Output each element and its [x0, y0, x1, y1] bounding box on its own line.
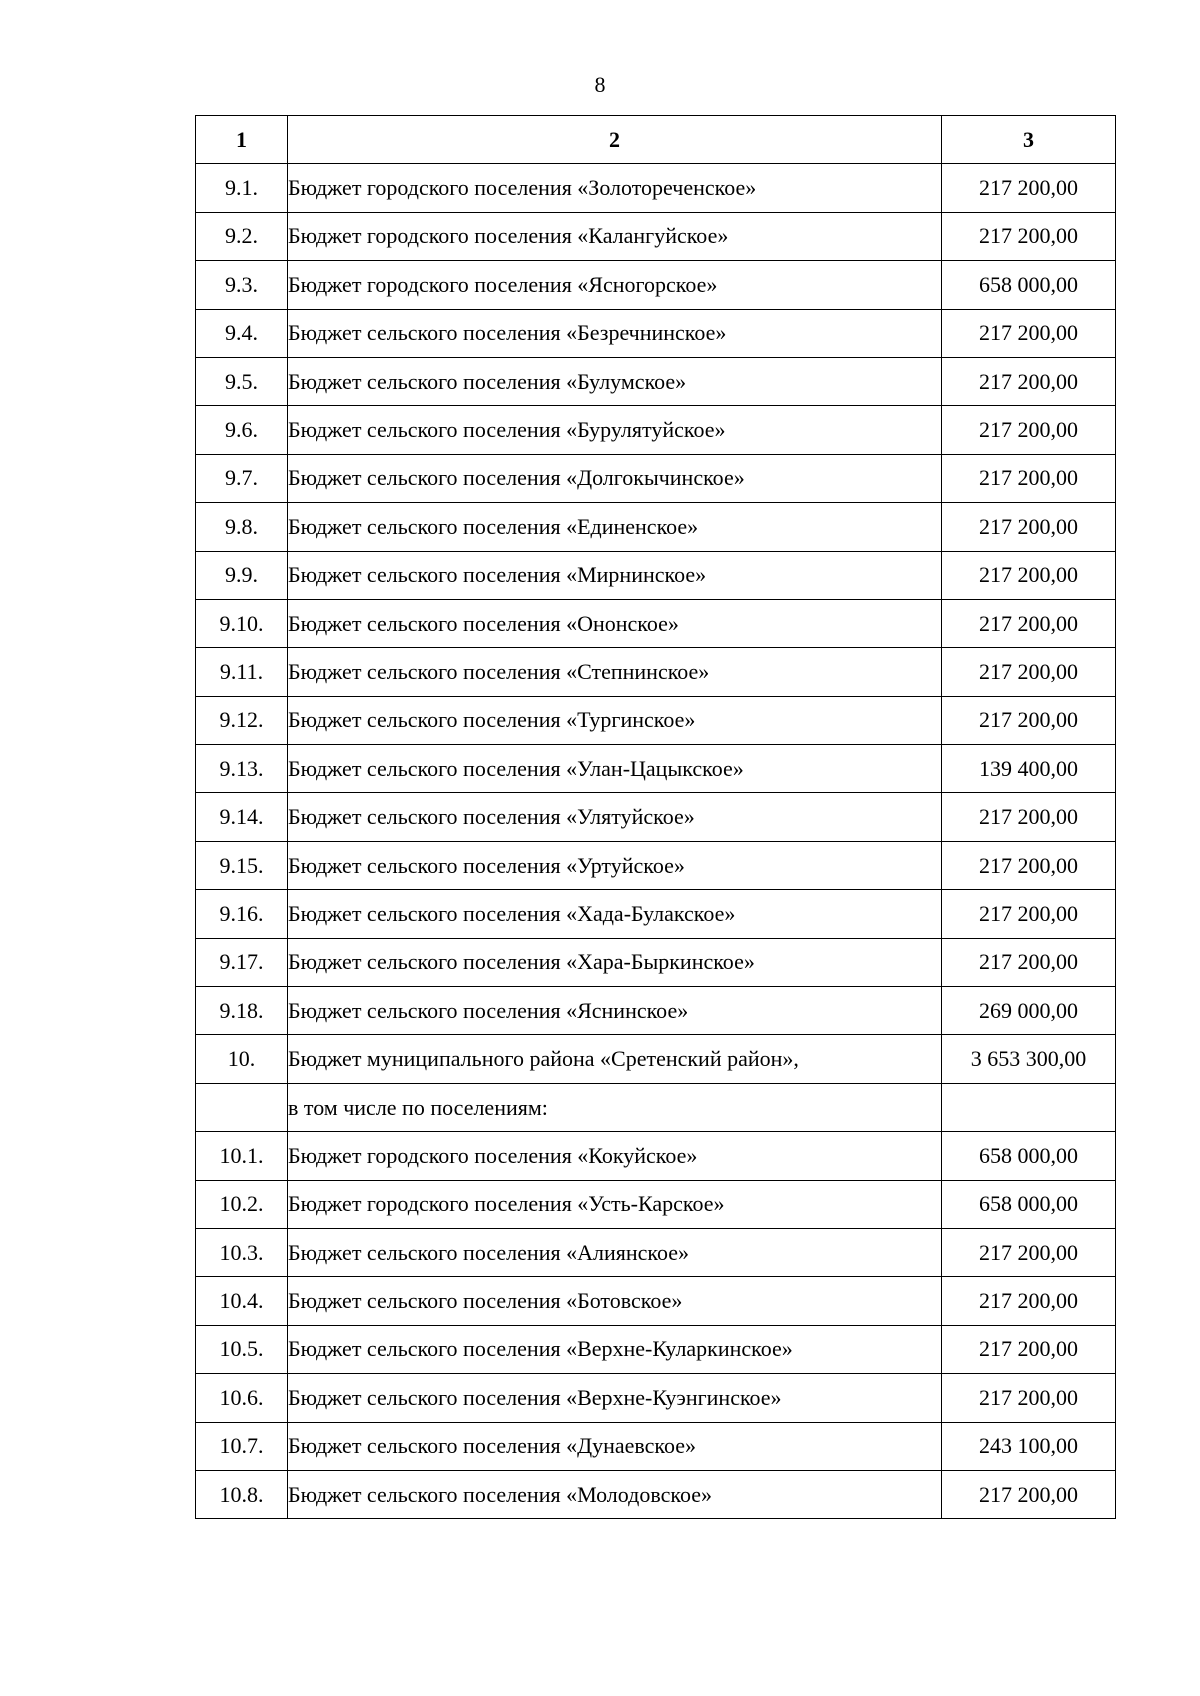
row-amount: 3 653 300,00 — [942, 1035, 1116, 1083]
row-number: 9.15. — [196, 841, 288, 889]
row-name: в том числе по поселениям: — [288, 1083, 942, 1131]
row-number: 9.12. — [196, 696, 288, 744]
table-row — [196, 164, 1116, 212]
table-row — [196, 1422, 1116, 1470]
row-number: 9.16. — [196, 890, 288, 938]
row-number: 9.6. — [196, 406, 288, 454]
row-amount: 658 000,00 — [942, 261, 1116, 309]
row-amount: 217 200,00 — [942, 1470, 1116, 1518]
row-amount: 217 200,00 — [942, 599, 1116, 647]
row-amount: 217 200,00 — [942, 1277, 1116, 1325]
row-number: 10.6. — [196, 1374, 288, 1422]
row-amount: 658 000,00 — [942, 1132, 1116, 1180]
table-row — [196, 1470, 1116, 1518]
row-number: 10.2. — [196, 1180, 288, 1228]
row-name: Бюджет сельского поселения «Яснинское» — [288, 987, 942, 1035]
row-number: 9.5. — [196, 357, 288, 405]
row-amount: 217 200,00 — [942, 841, 1116, 889]
row-name: Бюджет сельского поселения «Алиянское» — [288, 1228, 942, 1276]
row-name: Бюджет сельского поселения «Улан-Цацыкское» — [288, 745, 942, 793]
table-row — [196, 309, 1116, 357]
row-amount: 217 200,00 — [942, 793, 1116, 841]
page-number: 8 — [594, 72, 606, 97]
table-header-row — [196, 116, 1116, 164]
row-name: Бюджет сельского поселения «Ононское» — [288, 599, 942, 647]
table-row — [196, 357, 1116, 405]
row-name: Бюджет сельского поселения «Молодовское» — [288, 1470, 942, 1518]
row-number: 10.4. — [196, 1277, 288, 1325]
row-name: Бюджет сельского поселения «Безречнинское» — [288, 309, 942, 357]
table-row — [196, 696, 1116, 744]
table-row — [196, 1132, 1116, 1180]
row-amount: 217 200,00 — [942, 454, 1116, 502]
budget-table — [195, 115, 1116, 1519]
table-row — [196, 503, 1116, 551]
row-name: Бюджет сельского поселения «Улятуйское» — [288, 793, 942, 841]
table-row — [196, 1228, 1116, 1276]
row-number: 9.18. — [196, 987, 288, 1035]
row-name: Бюджет сельского поселения «Бурулятуйское» — [288, 406, 942, 454]
column-header-number: 1 — [196, 116, 288, 164]
row-name: Бюджет сельского поселения «Хада-Булакское» — [288, 890, 942, 938]
row-name: Бюджет городского поселения «Ясногорское» — [288, 261, 942, 309]
row-name: Бюджет сельского поселения «Единенское» — [288, 503, 942, 551]
row-amount: 217 200,00 — [942, 212, 1116, 260]
row-amount: 217 200,00 — [942, 551, 1116, 599]
row-number: 9.7. — [196, 454, 288, 502]
row-amount: 217 200,00 — [942, 1374, 1116, 1422]
row-name: Бюджет сельского поселения «Булумское» — [288, 357, 942, 405]
row-amount: 217 200,00 — [942, 648, 1116, 696]
row-amount: 217 200,00 — [942, 696, 1116, 744]
row-name: Бюджет городского поселения «Золотореченское» — [288, 164, 942, 212]
row-name: Бюджет городского поселения «Усть-Карское» — [288, 1180, 942, 1228]
row-name: Бюджет сельского поселения «Ботовское» — [288, 1277, 942, 1325]
row-number: 9.2. — [196, 212, 288, 260]
row-number: 9.14. — [196, 793, 288, 841]
row-name: Бюджет муниципального района «Сретенский район», — [288, 1035, 942, 1083]
row-amount: 217 200,00 — [942, 1228, 1116, 1276]
table-row — [196, 551, 1116, 599]
row-name: Бюджет сельского поселения «Верхне-Куэнгинское» — [288, 1374, 942, 1422]
table-row — [196, 1325, 1116, 1373]
row-number: 9.10. — [196, 599, 288, 647]
row-amount: 217 200,00 — [942, 357, 1116, 405]
row-number: 10.1. — [196, 1132, 288, 1180]
row-amount: 217 200,00 — [942, 1325, 1116, 1373]
table-row — [196, 212, 1116, 260]
table-row — [196, 1180, 1116, 1228]
table-row — [196, 745, 1116, 793]
row-amount — [942, 1083, 1116, 1131]
row-name: Бюджет сельского поселения «Дунаевское» — [288, 1422, 942, 1470]
table-row — [196, 1035, 1116, 1083]
table-row — [196, 1374, 1116, 1422]
row-number: 9.3. — [196, 261, 288, 309]
row-name: Бюджет сельского поселения «Долгокычинское» — [288, 454, 942, 502]
table-row — [196, 890, 1116, 938]
row-number: 9.8. — [196, 503, 288, 551]
row-amount: 217 200,00 — [942, 164, 1116, 212]
row-name: Бюджет сельского поселения «Хара-Быркинское» — [288, 938, 942, 986]
row-number: 10.8. — [196, 1470, 288, 1518]
row-name: Бюджет сельского поселения «Уртуйское» — [288, 841, 942, 889]
row-number: 10. — [196, 1035, 288, 1083]
row-amount: 217 200,00 — [942, 938, 1116, 986]
table-row — [196, 793, 1116, 841]
row-number: 10.7. — [196, 1422, 288, 1470]
row-amount: 658 000,00 — [942, 1180, 1116, 1228]
row-number: 9.13. — [196, 745, 288, 793]
row-number: 9.1. — [196, 164, 288, 212]
row-number: 9.17. — [196, 938, 288, 986]
table-row — [196, 261, 1116, 309]
table-row — [196, 454, 1116, 502]
row-name: Бюджет сельского поселения «Верхне-Куларкинское» — [288, 1325, 942, 1373]
row-name: Бюджет сельского поселения «Тургинское» — [288, 696, 942, 744]
row-number: 9.4. — [196, 309, 288, 357]
row-name: Бюджет городского поселения «Калангуйское» — [288, 212, 942, 260]
row-name: Бюджет сельского поселения «Мирнинское» — [288, 551, 942, 599]
row-amount: 217 200,00 — [942, 309, 1116, 357]
table-row — [196, 1277, 1116, 1325]
table-row — [196, 841, 1116, 889]
row-amount: 139 400,00 — [942, 745, 1116, 793]
row-amount: 217 200,00 — [942, 503, 1116, 551]
row-name: Бюджет сельского поселения «Степнинское» — [288, 648, 942, 696]
row-name: Бюджет городского поселения «Кокуйское» — [288, 1132, 942, 1180]
table-row — [196, 987, 1116, 1035]
row-amount: 217 200,00 — [942, 890, 1116, 938]
table-row — [196, 1083, 1116, 1131]
row-amount: 243 100,00 — [942, 1422, 1116, 1470]
row-number: 9.11. — [196, 648, 288, 696]
row-number: 10.5. — [196, 1325, 288, 1373]
row-number — [196, 1083, 288, 1131]
column-header-amount: 3 — [942, 116, 1116, 164]
row-amount: 217 200,00 — [942, 406, 1116, 454]
table-row — [196, 648, 1116, 696]
column-header-name: 2 — [288, 116, 942, 164]
row-number: 9.9. — [196, 551, 288, 599]
row-number: 10.3. — [196, 1228, 288, 1276]
table-row — [196, 406, 1116, 454]
table-row — [196, 599, 1116, 647]
row-amount: 269 000,00 — [942, 987, 1116, 1035]
table-row — [196, 938, 1116, 986]
